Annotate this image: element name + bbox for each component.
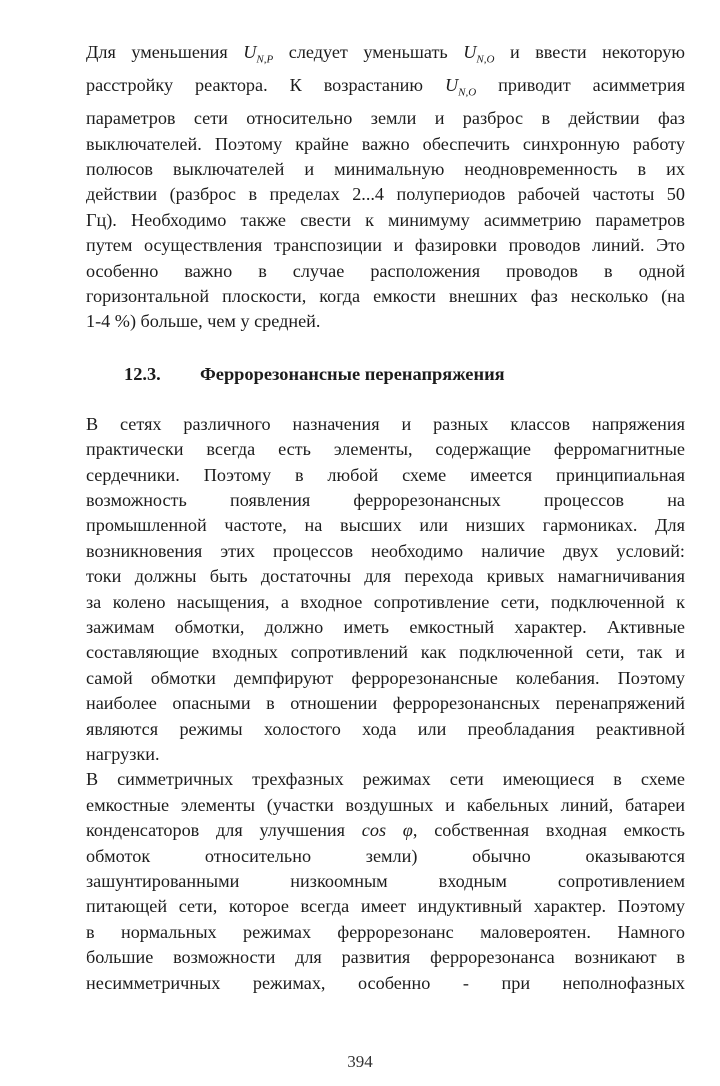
text-line: являются режимы холостого хода или преобладания реактивной xyxy=(86,718,685,739)
text-line: самой обмотки демпфируют феррорезонансные колебания. Поэтому xyxy=(86,667,685,688)
text-line: действии (разброс в пределах 2...4 полупериодов рабочей частоты 50 xyxy=(86,184,685,205)
text-line: обмоток относительно земли) обычно оказываются xyxy=(86,845,685,866)
text-line: горизонтальной плоскости, когда емкости внешних фаз несколько (на xyxy=(86,285,685,306)
section-title: Феррорезонансные перенапряжения xyxy=(200,363,505,384)
text-line: токи должны быть достаточны для перехода кривых намагничивания xyxy=(86,566,685,587)
text-line: выключателей. Поэтому крайне важно обеспечить синхронную работу xyxy=(86,133,685,154)
text-line: составляющие входных сопротивлений как подключенной сети, так и xyxy=(86,642,685,663)
text-line: 1-4 %) больше, чем у средней. xyxy=(86,311,321,332)
text-line: особенно важно в случае расположения проводов в одной xyxy=(86,260,685,281)
paragraph-1 xyxy=(86,40,685,335)
text-line: большие возможности для развития феррорезонанса возникают в xyxy=(86,947,685,968)
paragraph-3 xyxy=(86,767,685,996)
section-heading xyxy=(86,362,685,386)
text-line: практически всегда есть элементы, содержащие ферромагнитные xyxy=(86,439,685,460)
page-number: 394 xyxy=(347,1052,373,1071)
text-line: В сетях различного назначения и разных классов напряжения xyxy=(86,413,685,434)
text-line: Гц). Необходимо также свести к минимуму асимметрию параметров xyxy=(86,209,685,230)
text-line: наиболее опасными в отношении феррорезонансных перенапряжений xyxy=(86,693,685,714)
text-line: в нормальных режимах феррорезонанс маловероятен. Намного xyxy=(86,921,685,942)
section-number: 12.3. xyxy=(124,363,161,384)
paragraph-2 xyxy=(86,412,685,768)
text-line: зашунтированными низкоомным входным сопротивлением xyxy=(86,871,685,892)
text-line: несимметричных режимах, особенно - при неполнофазных xyxy=(86,972,685,993)
text-line: емкостные элементы (участки воздушных и кабельных линий, батареи xyxy=(86,794,685,815)
text-line: возможность появления феррорезонансных процессов на xyxy=(86,489,685,510)
text-line: зажимам обмотки, должно иметь емкостный характер. Активные xyxy=(86,617,685,637)
text-line: сердечники. Поэтому в любой схеме имеется принципиальная xyxy=(86,464,685,485)
text-line: нагрузки. xyxy=(86,744,160,765)
text-line: полюсов выключателей и минимальную неодновременность в их xyxy=(86,158,685,179)
text-line: Для уменьшения $U_{N,P}$ следует уменьшать $U_{N,O}$ и ввести некоторую xyxy=(86,42,685,66)
text-line: конденсаторов для улучшения cos φ, собственная входная емкость xyxy=(86,820,685,841)
text-line: параметров сети относительно земли и разброс в действии фаз xyxy=(86,108,685,129)
text-line: возникновения этих процессов необходимо наличие двух условий: xyxy=(86,540,685,561)
text-line: за колено насыщения, а входное сопротивление сети, подключенной к xyxy=(86,591,685,612)
text-line: В симметричных трехфазных режимах сети имеющиеся в схеме xyxy=(86,769,685,790)
text-line: расстройку реактора. К возрастанию $U_{N,O}$ приводит асимметрия xyxy=(86,75,685,99)
text-line: промышленной частоте, на высших или низших гармониках. Для xyxy=(86,515,685,536)
page-content xyxy=(86,40,685,996)
text-line: питающей сети, которое всегда имеет индуктивный характер. Поэтому xyxy=(86,896,685,917)
text-line: путем осуществления транспозиции и фазировки проводов линий. Это xyxy=(86,235,685,256)
